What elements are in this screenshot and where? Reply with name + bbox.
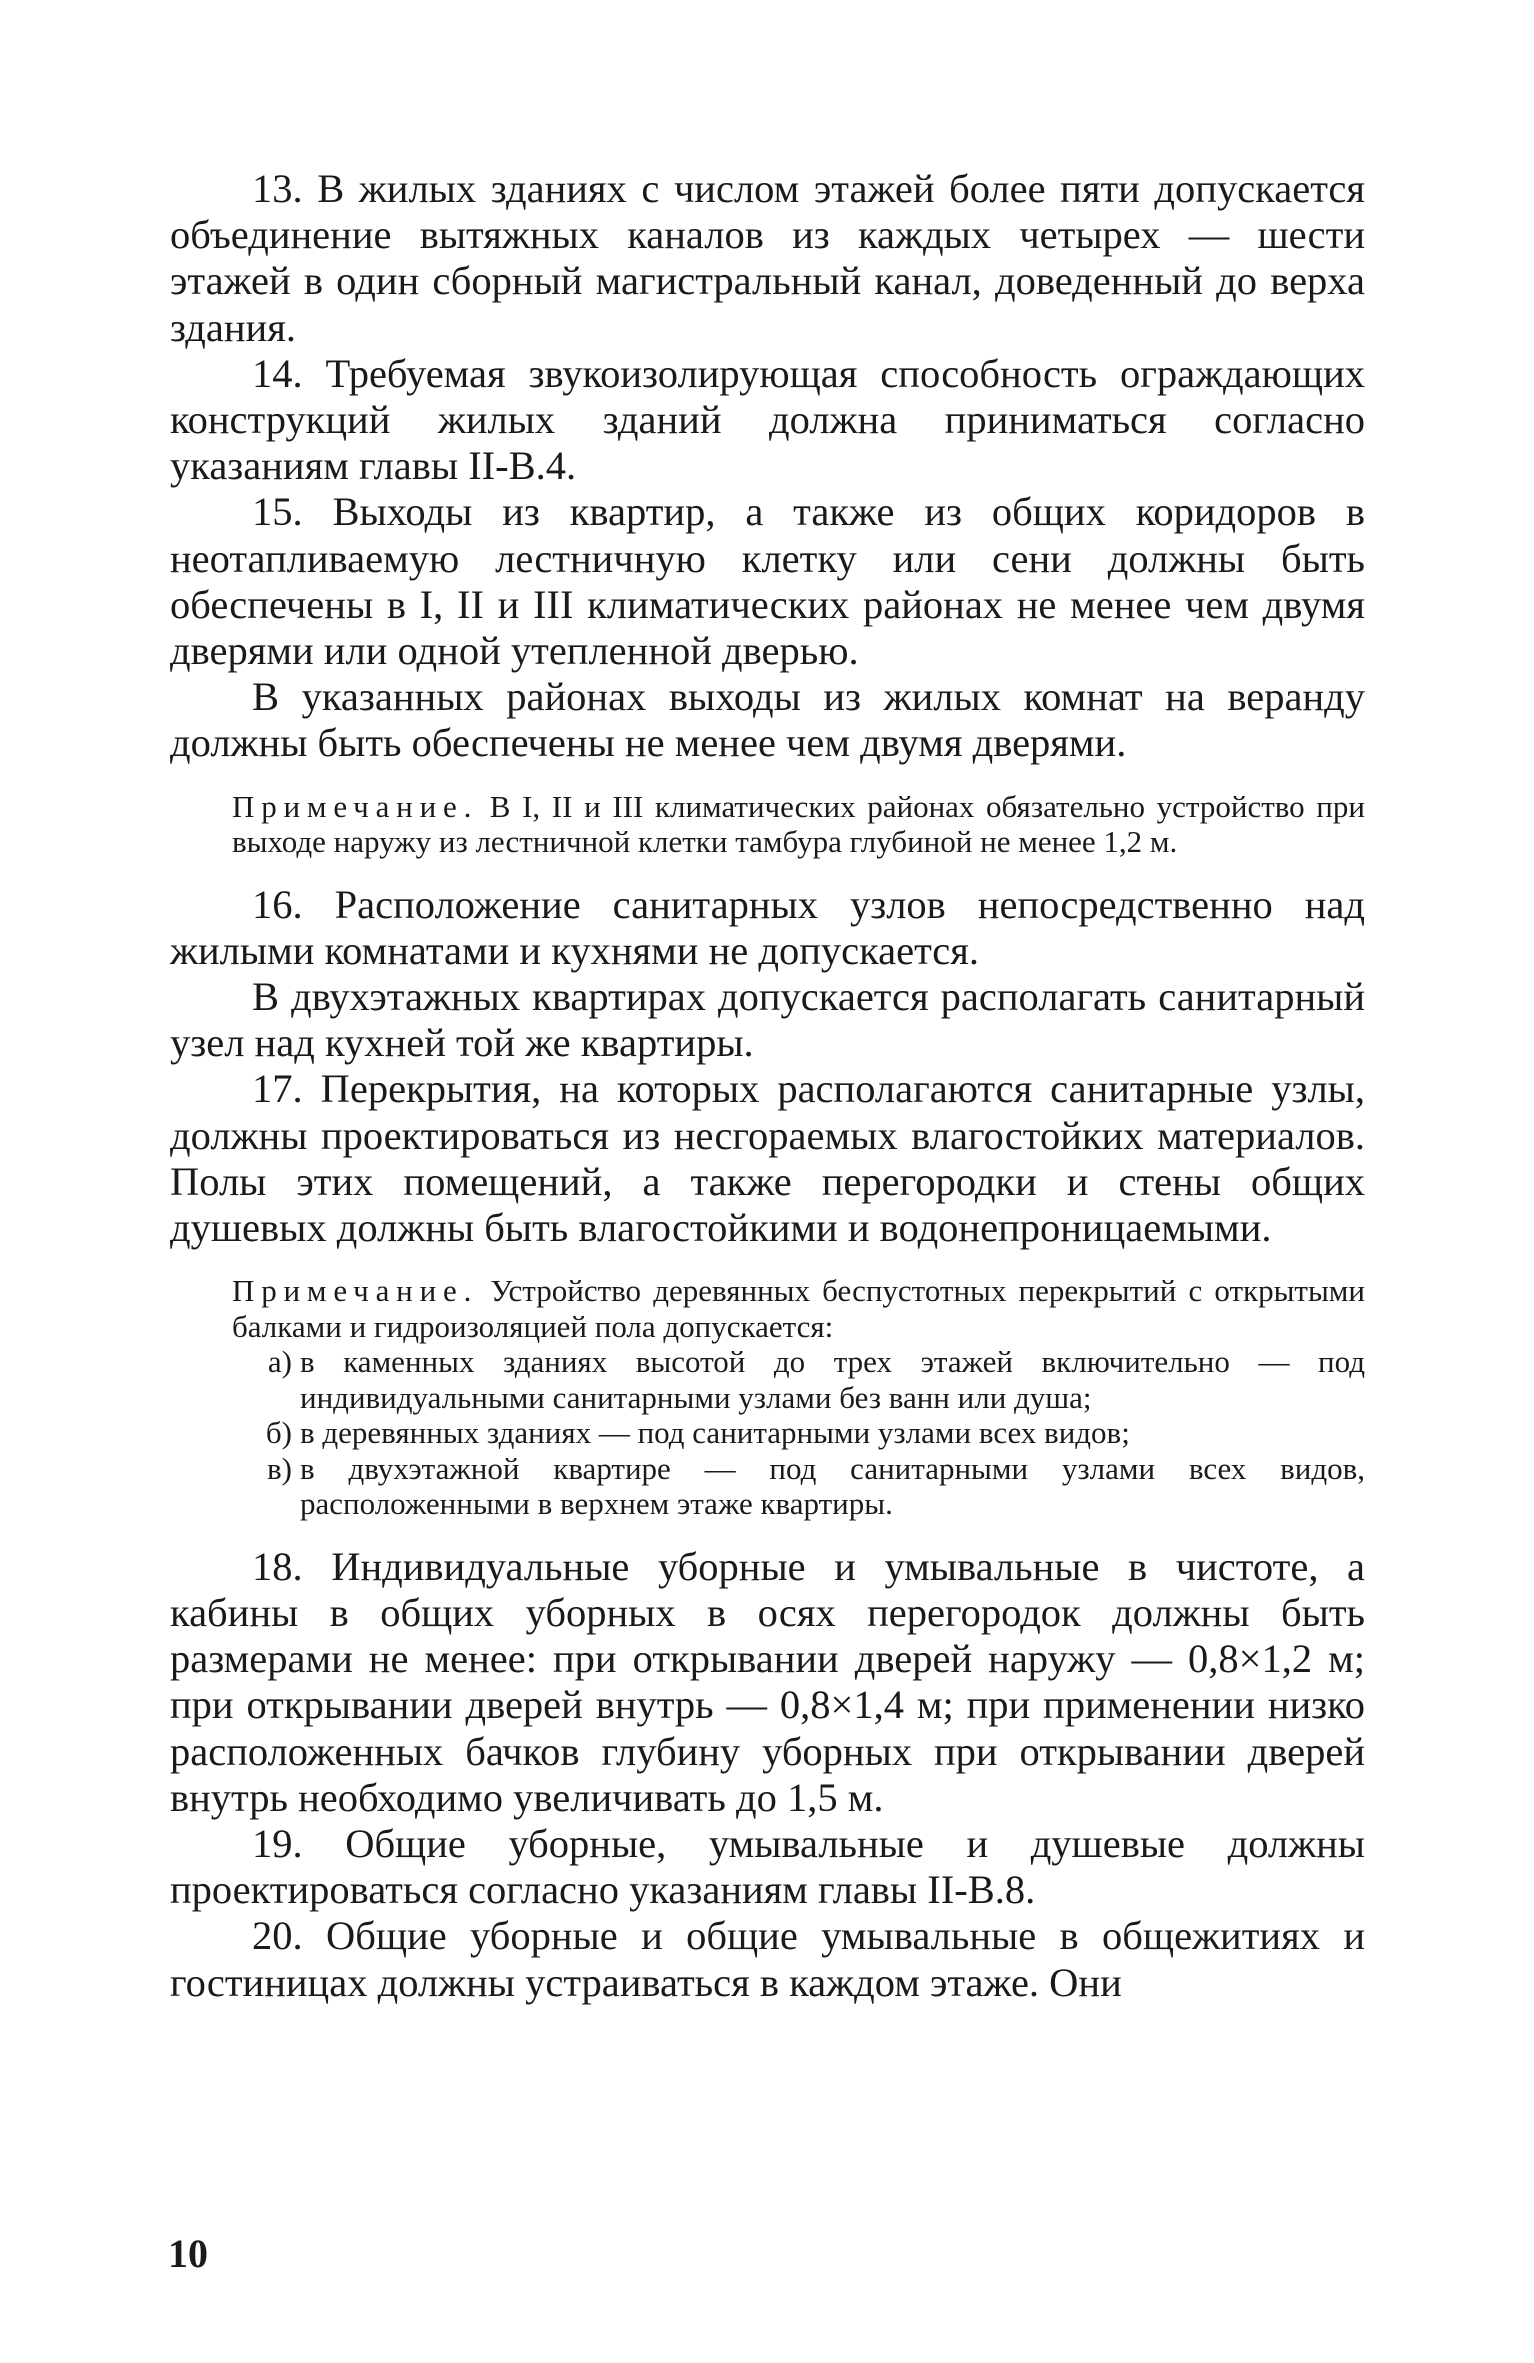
page-number: 10 [168,2231,208,2276]
document-page [170,166,1365,2006]
paragraph-18: 18. Индивидуальные уборные и умывальные в чистоте, а кабины в общих уборных в осях перегородок должны быть размерами не менее: при открывании дверей наружу — 0,8×1,2 м; при открывании дверей внутрь — 0,8×1,4 м; при применении низко расположенных бачков глубину уборных при открывании дверей внутрь необходимо увеличивать до 1,5 м. [170,1543,1365,1820]
note-2-list [170,1344,1365,1522]
paragraph-20: 20. Общие уборные и общие умывальные в общежитиях и гостиницах должны устраиваться в каждом этаже. Они [170,1913,1365,2005]
note-2-item-b-text: в деревянных зданиях — под санитарными узлами всех видов; [300,1415,1130,1451]
note-2-item-c [170,1451,1365,1522]
paragraph-16: 16. Расположение санитарных узлов непосредственно над жилыми комнатами и кухнями не допускается. [170,881,1365,973]
paragraph-16-two-storey: В двухэтажных квартирах допускается располагать санитарный узел над кухней той же квартиры. [170,974,1365,1066]
paragraph-13: 13. В жилых зданиях с числом этажей более пяти допускается объединение вытяжных каналов из каждых четырех — шести этажей в один сборный магистральный канал, доведенный до верха здания. [170,166,1365,350]
note-2-label: Примечание. [232,1273,479,1309]
note-2-item-b-marker: б) [265,1415,292,1451]
note-2-item-a-text: в каменных зданиях высотой до трех этажей включительно — под индивидуальными санитарными узлами без ванн или душа; [300,1344,1365,1415]
note-1-text: В I, II и III климатических районах обязательно устройство при выходе наружу из лестничной клетки тамбура глубиной не менее 1,2 м. [232,788,1365,860]
note-2 [170,1273,1365,1344]
note-2-item-c-marker: в) [267,1450,292,1486]
paragraph-15-veranda: В указанных районах выходы из жилых комнат на веранду должны быть обеспечены не менее чем двумя дверями. [170,674,1365,766]
note-block-1 [170,789,1365,860]
note-1 [170,789,1365,860]
paragraph-17: 17. Перекрытия, на которых располагаются санитарные узлы, должны проектироваться из несгораемых влагостойких материалов. Полы этих помещений, а также перегородки и стены общих душевых должны быть влагостойкими и водонепроницаемыми. [170,1066,1365,1251]
note-2-item-c-text: в двухэтажной квартире — под санитарными узлами всех видов, расположенными в верхнем этаже квартиры. [300,1450,1365,1522]
note-2-text: Устройство деревянных беспустотных перекрытий с открытыми балками и гидроизоляцией пола допускается: [232,1273,1365,1344]
paragraph-15: 15. Выходы из квартир, а также из общих коридоров в неотапливаемую лестничную клетку или сени должны быть обеспечены в I, II и III климатических районах не менее чем двумя дверями или одной утепленной дверью. [170,489,1365,674]
paragraph-19: 19. Общие уборные, умывальные и душевые должны проектироваться согласно указаниям главы II-В.8. [170,1820,1365,1913]
note-1-label: Примечание. [232,788,479,824]
note-2-item-a [170,1344,1365,1415]
paragraph-14: 14. Требуемая звукоизолирующая способность ограждающих конструкций жилых зданий должна приниматься согласно указаниям главы II-В.4. [170,350,1365,489]
note-2-item-b [170,1415,1365,1451]
note-2-item-a-marker: а) [267,1344,292,1380]
note-block-2 [170,1273,1365,1522]
